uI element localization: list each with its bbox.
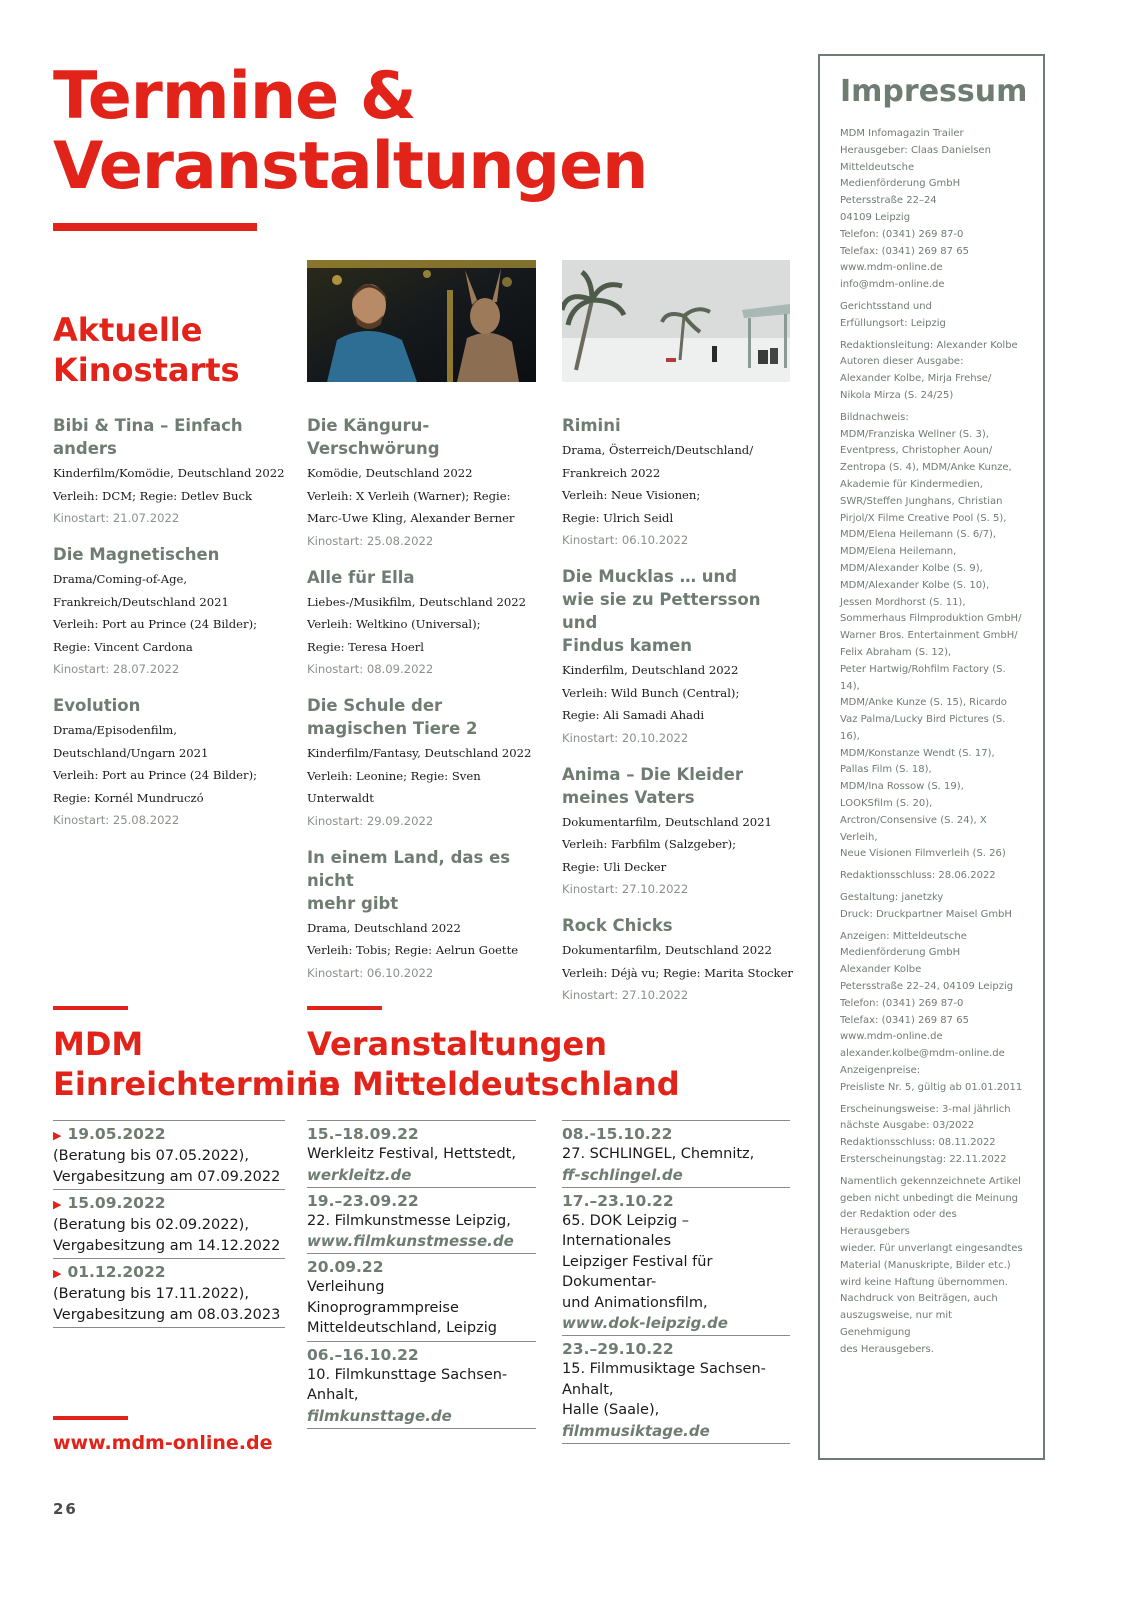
event-item: 19.–23.09.22 22. Filmkunstmesse Leipzig, www.filmkunstmesse.de [307,1187,536,1254]
impressum-line: MDM/Elena Heilemann, [840,546,957,558]
film-release-date: Kinostart: 27.10.2022 [562,988,689,1002]
film-title: Die Känguru-Verschwörung [307,416,440,458]
impressum-line: Alexander Kolbe, Mirja Frehse/ [840,373,992,385]
impressum-line: Herausgeber: Claas Danielsen [840,144,991,156]
events-column-2 [562,1120,790,1444]
impressum-box [818,54,1045,1460]
deadline-item: ▶ 15.09.2022 (Beratung bis 02.09.2022), Vergabesitzung am 14.12.2022 [53,1189,285,1258]
impressum-line: Gerichtsstand und [840,300,932,312]
film-title: Alle für Ella [307,567,415,587]
film-title: Die Mucklas … und wie sie zu Pettersson und Findus kamen [562,567,761,655]
film-entry: Bibi & Tina – Einfach anders Kinderfilm/Komödie, Deutschland 2022 Verleih: DCM; Regie: Detlev Buck Kinostart: 21.07.2022 [53,414,285,529]
film-release-date: Kinostart: 28.07.2022 [53,662,180,676]
film-title: Anima – Die Kleider meines Vaters [562,764,743,807]
impressum-line: Telefax: (0341) 269 87 65 [840,1014,969,1026]
impressum-line: MDM/Alexander Kolbe (S. 9), [840,562,983,574]
film-title: Evolution [53,696,141,715]
event-link[interactable]: www.dok-leipzig.de [562,1314,728,1332]
impressum-paragraph [840,410,1023,864]
impressum-paragraph [840,338,1023,405]
event-item: 17.–23.10.22 65. DOK Leipzig – Internationales Leipziger Festival für Dokumentar- und Animationsfilm, www.dok-leipzig.de [562,1187,790,1336]
film-still-kaenguru-image [307,260,536,382]
film-release-date: Kinostart: 29.09.2022 [307,813,434,828]
impressum-line: Akademie für Kindermedien, [840,478,983,490]
film-entry: Alle für Ella Liebes-/Musikfilm, Deutschland 2022 Verleih: Weltkino (Universal); Regie: Teresa Hoerl Kinostart: 08.09.2022 [307,566,539,681]
events-column-1 [307,1120,536,1429]
impressum-paragraph [840,1102,1023,1169]
einreichtermine-list [53,1120,285,1328]
event-item: 15.–18.09.22 Werkleitz Festival, Hettstedt, werkleitz.de [307,1120,536,1187]
impressum-line: Jessen Mordhorst (S. 11), [840,596,966,608]
impressum-line: LOOKSfilm (S. 20), [840,798,933,810]
impressum-line: Redaktionsschluss: 28.06.2022 [840,870,996,882]
kinostarts-column-1 [53,414,285,845]
impressum-line: des Herausgebers. [840,1343,934,1355]
impressum-line: Telefon: (0341) 269 87-0 [840,997,964,1009]
impressum-paragraph [840,929,1023,1097]
title-underline [53,223,257,231]
impressum-line: Eventpress, Christopher Aoun/ [840,445,993,457]
impressum-line: www.mdm-online.de [840,262,943,274]
impressum-line: Telefon: (0341) 269 87-0 [840,228,964,240]
einreichtermine-heading: MDM Einreichtermine [53,1025,341,1103]
event-link[interactable]: www.filmkunstmesse.de [307,1232,514,1250]
film-entry: Die Schule der magischen Tiere 2 Kinderfilm/Fantasy, Deutschland 2022 Verleih: Leonine; Regie: Sven Unterwaldt Kinostart: 29.09.2022 [307,694,539,832]
film-entry: Die Känguru-Verschwörung Komödie, Deutschland 2022 Verleih: X Verleih (Warner); Regie: Marc-Uwe Kling, Alexander Berner Kinostart: 25.08.2022 [307,414,539,552]
event-link[interactable]: werkleitz.de [307,1165,412,1184]
impressum-line: Namentlich gekennzeichnete Artikel [840,1175,1021,1187]
event-item: 08.-15.10.22 27. SCHLINGEL, Chemnitz, ff-schlingel.de [562,1120,790,1187]
impressum-line: Warner Bros. Entertainment GmbH/ [840,630,1018,642]
impressum-line: 04109 Leipzig [840,211,911,223]
impressum-line: Neue Visionen Filmverleih (S. 26) [840,848,1006,860]
impressum-line: MDM/Anke Kunze (S. 15), Ricardo [840,697,1007,709]
impressum-line: Medienförderung GmbH [840,178,961,190]
kinostarts-column-3 [562,414,794,1020]
impressum-line: Bildnachweis: [840,411,909,423]
impressum-line: MDM/Elena Heilemann (S. 6/7), [840,529,997,541]
impressum-line: Autoren dieser Ausgabe: [840,356,964,368]
impressum-line: geben nicht unbedingt die Meinung [840,1192,1019,1204]
impressum-line: Anzeigenpreise: [840,1065,921,1077]
impressum-line: Arctron/Consensive (S. 24), X Verleih, [840,814,987,843]
film-release-date: Kinostart: 08.09.2022 [307,662,434,676]
film-entry: Anima – Die Kleider meines Vaters Dokumentarfilm, Deutschland 2021 Verleih: Farbfilm (Salzgeber); Regie: Uli Decker Kinostart: 27.10.2022 [562,763,794,901]
impressum-line: Nachdruck von Beiträgen, auch [840,1293,998,1305]
impressum-line: Telefax: (0341) 269 87 65 [840,245,969,257]
impressum-line: MDM/Ina Rossow (S. 19), [840,781,964,793]
impressum-line: Anzeigen: Mitteldeutsche [840,930,967,942]
impressum-line: info@mdm-online.de [840,279,945,291]
deadline-item: ▶ 01.12.2022 (Beratung bis 17.11.2022), Vergabesitzung am 08.03.2023 [53,1258,285,1328]
impressum-paragraph [840,1174,1023,1359]
page-number: 26 [53,1500,78,1518]
impressum-line: Druck: Druckpartner Maisel GmbH [840,908,1012,920]
impressum-line: Material (Manuskripte, Bilder etc.) [840,1259,1011,1271]
footer-rule [53,1416,128,1420]
triangle-right-icon: ▶ [53,1129,62,1142]
film-release-date: Kinostart: 25.08.2022 [53,813,180,827]
impressum-line: Vaz Palma/Lucky Bird Pictures (S. 16), [840,714,1006,742]
veranstaltungen-heading: Veranstaltungen in Mitteldeutschland [307,1025,680,1103]
film-title: Bibi & Tina – Einfach anders [53,416,243,458]
film-title: In einem Land, das es nicht mehr gibt [307,847,511,913]
film-entry: Die Mucklas … und wie sie zu Pettersson und Findus kamen Kinderfilm, Deutschland 2022 Verleih: Wild Bunch (Central); Regie: Ali Samadi Ahadi Kinostart: 20.10.2022 [562,565,794,749]
impressum-line: Sommerhaus Filmproduktion GmbH/ [840,613,1022,625]
impressum-line: der Redaktion oder des Herausgebers [840,1209,957,1238]
film-title: Die Magnetischen [53,545,220,564]
impressum-line: nächste Ausgabe: 03/2022 [840,1120,975,1132]
page-title: Termine & Veranstaltungen [53,59,648,204]
film-entry: Rimini Drama, Österreich/Deutschland/ Frankreich 2022 Verleih: Neue Visionen; Regie: Ulrich Seidl Kinostart: 06.10.2022 [562,414,794,551]
impressum-line: Nikola Mirza (S. 24/25) [840,389,954,401]
impressum-line: Medienförderung GmbH [840,947,961,959]
event-item: 20.09.22 Verleihung Kinoprogrammpreise Mitteldeutschland, Leipzig [307,1253,536,1341]
triangle-right-icon: ▶ [53,1198,62,1211]
film-release-date: Kinostart: 27.10.2022 [562,882,689,896]
film-release-date: Kinostart: 06.10.2022 [562,533,689,547]
impressum-line: Ersterscheinungstag: 22.11.2022 [840,1154,1007,1166]
film-release-date: Kinostart: 20.10.2022 [562,730,689,745]
impressum-line: Alexander Kolbe [840,964,922,976]
film-entry: Die Magnetischen Drama/Coming-of-Age, Frankreich/Deutschland 2021 Verleih: Port au Prince (24 Bilder); Regie: Vincent Cardona Kinostart: 28.07.2022 [53,543,285,680]
impressum-paragraph [840,299,1023,333]
impressum-line: Redaktionsleitung: Alexander Kolbe [840,339,1018,351]
impressum-line: Erscheinungsweise: 3-mal jährlich [840,1103,1011,1115]
impressum-title: Impressum [840,74,1028,109]
impressum-line: Gestaltung: janetzky [840,892,944,904]
impressum-line: Mitteldeutsche [840,161,915,173]
impressum-paragraph [840,868,1023,885]
film-release-date: Kinostart: 06.10.2022 [307,965,434,980]
impressum-body [840,126,1023,1359]
impressum-line: wieder. Für unverlangt eingesandtes [840,1243,1023,1254]
impressum-line: Erfüllungsort: Leipzig [840,317,946,329]
veranstaltungen-rule [307,1006,382,1010]
impressum-line: Pirjol/X Filme Creative Pool (S. 5), [840,512,1007,524]
event-link[interactable]: ff-schlingel.de [562,1165,683,1184]
film-release-date: Kinostart: 25.08.2022 [307,533,434,548]
film-entry: Rock Chicks Dokumentarfilm, Deutschland 2022 Verleih: Déjà vu; Regie: Marita Stocker Kinostart: 27.10.2022 [562,914,794,1006]
impressum-line: alexander.kolbe@mdm-online.de [840,1048,1005,1060]
impressum-line: MDM/Konstanze Wendt (S. 17), [840,747,995,759]
event-item: 06.–16.10.22 10. Filmkunsttage Sachsen-Anhalt, filmkunsttage.de [307,1341,536,1429]
impressum-line: Petersstraße 22–24, 04109 Leipzig [840,981,1014,993]
film-entry: In einem Land, das es nicht mehr gibt Drama, Deutschland 2022 Verleih: Tobis; Regie: Aelrun Goette Kinostart: 06.10.2022 [307,846,539,984]
triangle-right-icon: ▶ [53,1267,62,1280]
film-entry: Evolution Drama/Episodenfilm, Deutschland/Ungarn 2021 Verleih: Port au Prince (24 Bilder); Regie: Kornél Mundruczó Kinostart: 25.08.2022 [53,694,285,831]
film-title: Rimini [562,416,621,435]
impressum-line: Preisliste Nr. 5, gültig ab 01.01.2011 [840,1081,1023,1093]
event-link[interactable]: filmkunsttage.de [307,1406,452,1425]
impressum-line: SWR/Steffen Junghans, Christian [840,495,1003,507]
impressum-line: Redaktionsschluss: 08.11.2022 [840,1137,996,1149]
event-item: 23.–29.10.22 15. Filmmusiktage Sachsen-Anhalt, Halle (Saale), filmmusiktage.de [562,1335,790,1444]
impressum-line: Zentropa (S. 4), MDM/Anke Kunze, [840,462,1012,474]
impressum-line: MDM/Franziska Wellner (S. 3), [840,428,989,440]
impressum-line: MDM Infomagazin Trailer [840,128,964,139]
impressum-paragraph [840,890,1023,924]
impressum-paragraph [840,126,1023,294]
film-release-date: Kinostart: 21.07.2022 [53,511,180,525]
footer-website-link[interactable]: www.mdm-online.de [53,1432,273,1454]
impressum-line: Pallas Film (S. 18), [840,764,932,776]
impressum-line: www.mdm-online.de [840,1031,943,1043]
impressum-line: wird keine Haftung übernommen. [840,1276,1008,1288]
kinostarts-heading: Aktuelle Kinostarts [53,311,240,389]
impressum-line: MDM/Alexander Kolbe (S. 10), [840,579,990,591]
film-title: Rock Chicks [562,916,673,935]
impressum-line: Peter Hartwig/Rohfilm Factory (S. 14), [840,663,1006,692]
einreichtermine-rule [53,1006,128,1010]
impressum-line: Felix Abraham (S. 12), [840,646,952,658]
kinostarts-column-2 [307,414,539,998]
event-link[interactable]: filmmusiktage.de [562,1421,710,1440]
impressum-line: Petersstraße 22–24 [840,195,937,207]
film-title: Die Schule der magischen Tiere 2 [307,696,478,738]
deadline-item: ▶ 19.05.2022 (Beratung bis 07.05.2022), Vergabesitzung am 07.09.2022 [53,1120,285,1189]
film-still-rimini-image [562,260,790,382]
impressum-line: auszugsweise, nur mit Genehmigung [840,1310,953,1338]
